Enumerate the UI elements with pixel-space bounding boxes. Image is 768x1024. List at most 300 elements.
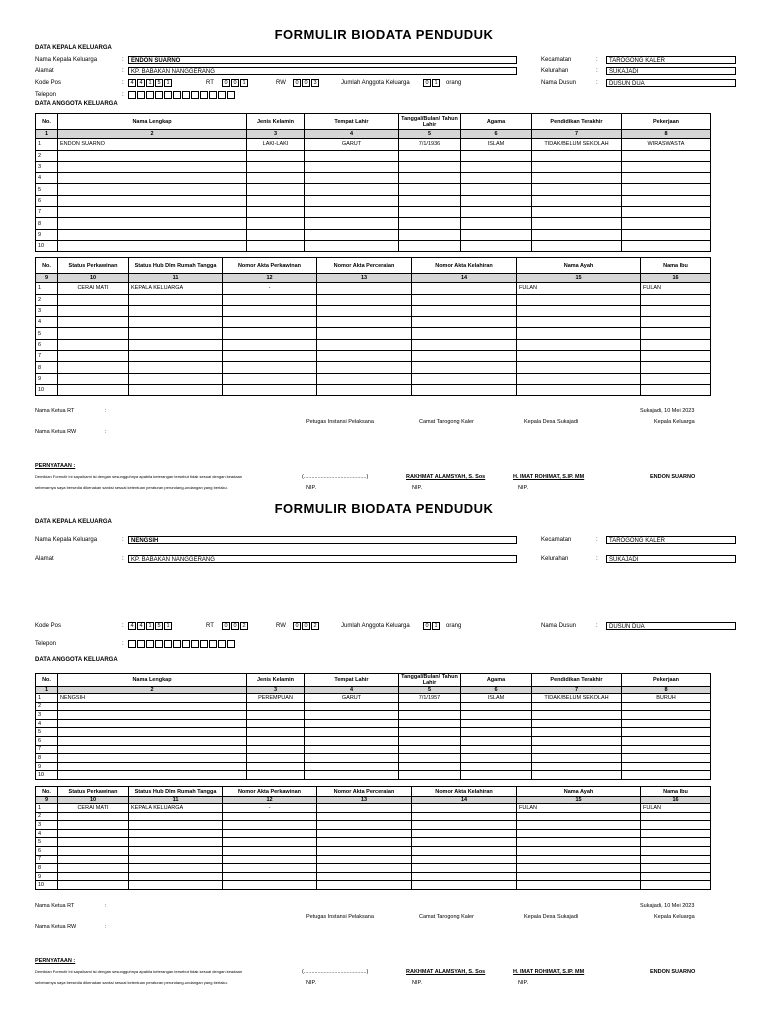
nama-kepala-keluarga-field[interactable]: ENDON SUARNO xyxy=(128,56,517,64)
table-cell[interactable] xyxy=(129,351,223,362)
table-cell[interactable] xyxy=(58,872,129,881)
table-cell[interactable] xyxy=(461,736,532,745)
table-cell[interactable] xyxy=(223,305,317,316)
table-cell[interactable] xyxy=(223,384,317,395)
table-cell[interactable]: KEPALA KELUARGA xyxy=(129,804,223,813)
table-cell[interactable] xyxy=(317,872,412,881)
table-cell[interactable] xyxy=(641,373,711,384)
table-cell[interactable] xyxy=(532,150,622,161)
table-cell[interactable] xyxy=(641,881,711,890)
table-cell[interactable] xyxy=(247,218,305,229)
telepon-digit[interactable] xyxy=(164,91,172,99)
table-cell[interactable] xyxy=(461,754,532,763)
table-cell[interactable] xyxy=(461,711,532,720)
table-cell[interactable] xyxy=(223,294,317,305)
table-cell[interactable] xyxy=(247,762,305,771)
telepon-digit[interactable] xyxy=(182,640,190,648)
telepon-digit[interactable] xyxy=(155,91,163,99)
table-cell[interactable] xyxy=(305,762,399,771)
kode-pos-digit[interactable]: 1 xyxy=(164,622,172,630)
table-cell[interactable]: LAKI-LAKI xyxy=(247,139,305,150)
table-cell[interactable] xyxy=(58,328,129,339)
table-cell[interactable] xyxy=(223,821,317,830)
table-cell[interactable] xyxy=(223,373,317,384)
table-cell[interactable] xyxy=(58,184,247,195)
kode-pos-digit[interactable]: 4 xyxy=(128,622,136,630)
jumlah-digit[interactable]: 0 xyxy=(423,622,431,630)
jumlah-anggota-boxes[interactable] xyxy=(423,622,441,630)
table-cell[interactable] xyxy=(461,150,532,161)
table-cell[interactable] xyxy=(58,821,129,830)
kecamatan-field[interactable]: TAROGONG KALER xyxy=(606,56,736,64)
table-cell[interactable] xyxy=(223,864,317,873)
table-cell[interactable] xyxy=(317,373,412,384)
table-cell[interactable] xyxy=(58,855,129,864)
table-cell[interactable] xyxy=(129,855,223,864)
table-cell[interactable] xyxy=(129,838,223,847)
table-cell[interactable] xyxy=(247,207,305,218)
table-cell[interactable] xyxy=(622,754,711,763)
table-cell[interactable] xyxy=(399,240,461,251)
kode-pos-digit[interactable]: 4 xyxy=(137,79,145,87)
table-cell[interactable]: FULAN xyxy=(641,804,711,813)
table-cell[interactable] xyxy=(517,373,641,384)
telepon-digit[interactable] xyxy=(227,640,235,648)
rt-boxes[interactable] xyxy=(222,622,249,630)
table-cell[interactable] xyxy=(317,804,412,813)
table-cell[interactable] xyxy=(223,351,317,362)
table-cell[interactable]: ISLAM xyxy=(461,694,532,703)
telepon-digit[interactable] xyxy=(218,640,226,648)
table-cell[interactable] xyxy=(412,821,517,830)
table-cell[interactable] xyxy=(223,846,317,855)
table-cell[interactable] xyxy=(58,881,129,890)
table-cell[interactable] xyxy=(223,838,317,847)
table-cell[interactable] xyxy=(399,736,461,745)
table-cell[interactable] xyxy=(622,762,711,771)
table-cell[interactable] xyxy=(129,812,223,821)
table-cell[interactable] xyxy=(247,736,305,745)
table-cell[interactable] xyxy=(412,864,517,873)
dusun-field[interactable]: DUSUN DUA xyxy=(606,622,736,630)
table-cell[interactable] xyxy=(622,719,711,728)
table-cell[interactable] xyxy=(461,195,532,206)
table-cell[interactable] xyxy=(412,384,517,395)
table-cell[interactable] xyxy=(532,207,622,218)
table-cell[interactable] xyxy=(412,328,517,339)
table-cell[interactable] xyxy=(641,812,711,821)
table-cell[interactable] xyxy=(461,240,532,251)
table-cell[interactable]: 7/1/1936 xyxy=(399,139,461,150)
table-cell[interactable] xyxy=(129,328,223,339)
telepon-digit[interactable] xyxy=(191,640,199,648)
table-cell[interactable] xyxy=(58,305,129,316)
table-cell[interactable] xyxy=(305,207,399,218)
table-cell[interactable] xyxy=(517,384,641,395)
table-cell[interactable] xyxy=(223,328,317,339)
table-cell[interactable] xyxy=(412,812,517,821)
table-cell[interactable] xyxy=(247,161,305,172)
rt-digit[interactable]: 0 xyxy=(231,622,239,630)
table-cell[interactable] xyxy=(317,812,412,821)
table-cell[interactable] xyxy=(517,821,641,830)
table-cell[interactable] xyxy=(461,771,532,780)
table-cell[interactable] xyxy=(247,728,305,737)
table-cell[interactable] xyxy=(305,184,399,195)
table-cell[interactable] xyxy=(622,207,711,218)
table-cell[interactable] xyxy=(412,317,517,328)
telepon-digit[interactable] xyxy=(137,640,145,648)
table-cell[interactable] xyxy=(223,362,317,373)
table-cell[interactable] xyxy=(622,240,711,251)
table-cell[interactable] xyxy=(641,294,711,305)
rt-boxes[interactable] xyxy=(222,79,249,87)
table-cell[interactable] xyxy=(517,846,641,855)
table-cell[interactable] xyxy=(223,881,317,890)
telepon-digit[interactable] xyxy=(182,91,190,99)
table-cell[interactable] xyxy=(129,384,223,395)
table-cell[interactable]: WIRASWASTA xyxy=(622,139,711,150)
table-cell[interactable] xyxy=(517,294,641,305)
kelurahan-field[interactable]: SUKAJADI xyxy=(606,67,736,75)
jumlah-digit[interactable]: 1 xyxy=(432,79,440,87)
rt-digit[interactable]: 0 xyxy=(222,79,230,87)
table-cell[interactable] xyxy=(317,881,412,890)
table-cell[interactable] xyxy=(517,339,641,350)
table-cell[interactable] xyxy=(412,829,517,838)
table-cell[interactable] xyxy=(247,711,305,720)
jumlah-digit[interactable]: 1 xyxy=(432,622,440,630)
jumlah-digit[interactable]: 0 xyxy=(423,79,431,87)
telepon-digit[interactable] xyxy=(137,91,145,99)
table-cell[interactable] xyxy=(223,317,317,328)
table-cell[interactable] xyxy=(305,702,399,711)
table-cell[interactable] xyxy=(129,829,223,838)
table-cell[interactable] xyxy=(412,846,517,855)
table-cell[interactable] xyxy=(317,283,412,294)
table-cell[interactable] xyxy=(58,829,129,838)
table-cell[interactable] xyxy=(461,719,532,728)
table-cell[interactable] xyxy=(58,373,129,384)
table-cell[interactable] xyxy=(317,305,412,316)
table-cell[interactable] xyxy=(399,711,461,720)
kecamatan-field[interactable]: TAROGONG KALER xyxy=(606,536,736,544)
table-cell[interactable] xyxy=(412,838,517,847)
table-cell[interactable] xyxy=(247,745,305,754)
table-cell[interactable] xyxy=(305,161,399,172)
table-cell[interactable] xyxy=(399,702,461,711)
table-cell[interactable] xyxy=(412,881,517,890)
table-cell[interactable] xyxy=(622,150,711,161)
table-cell[interactable] xyxy=(247,195,305,206)
table-cell[interactable] xyxy=(399,150,461,161)
table-cell[interactable] xyxy=(58,362,129,373)
table-cell[interactable]: FULAN xyxy=(517,283,641,294)
table-cell[interactable]: CERAI MATI xyxy=(58,804,129,813)
table-cell[interactable] xyxy=(641,855,711,864)
table-cell[interactable] xyxy=(317,351,412,362)
table-cell[interactable] xyxy=(247,173,305,184)
rw-digit[interactable]: 0 xyxy=(302,79,310,87)
table-cell[interactable] xyxy=(399,229,461,240)
telepon-digit[interactable] xyxy=(200,640,208,648)
table-cell[interactable] xyxy=(641,384,711,395)
table-cell[interactable] xyxy=(461,728,532,737)
table-cell[interactable]: KEPALA KELUARGA xyxy=(129,283,223,294)
table-cell[interactable] xyxy=(305,754,399,763)
table-cell[interactable] xyxy=(641,864,711,873)
table-cell[interactable] xyxy=(223,339,317,350)
table-cell[interactable] xyxy=(247,771,305,780)
kode-pos-digit[interactable]: 1 xyxy=(164,79,172,87)
table-cell[interactable] xyxy=(305,771,399,780)
telepon-boxes[interactable] xyxy=(128,91,236,99)
table-cell[interactable] xyxy=(317,339,412,350)
table-cell[interactable] xyxy=(532,702,622,711)
table-cell[interactable] xyxy=(641,872,711,881)
table-cell[interactable] xyxy=(532,736,622,745)
table-cell[interactable] xyxy=(641,317,711,328)
table-cell[interactable] xyxy=(317,384,412,395)
table-cell[interactable]: BURUH xyxy=(622,694,711,703)
table-cell[interactable] xyxy=(412,339,517,350)
table-cell[interactable] xyxy=(412,855,517,864)
table-cell[interactable] xyxy=(58,195,247,206)
telepon-digit[interactable] xyxy=(173,640,181,648)
table-cell[interactable] xyxy=(58,754,247,763)
table-cell[interactable] xyxy=(129,864,223,873)
kode-pos-digit[interactable]: 1 xyxy=(146,79,154,87)
telepon-digit[interactable] xyxy=(209,640,217,648)
table-cell[interactable] xyxy=(622,745,711,754)
table-cell[interactable] xyxy=(532,762,622,771)
table-cell[interactable]: 7/1/1957 xyxy=(399,694,461,703)
table-cell[interactable] xyxy=(517,305,641,316)
alamat-field[interactable]: KP. BABAKAN NANGGERANG xyxy=(128,67,517,75)
telepon-digit[interactable] xyxy=(191,91,199,99)
table-cell[interactable] xyxy=(641,351,711,362)
table-cell[interactable] xyxy=(129,881,223,890)
rt-digit[interactable]: 1 xyxy=(240,79,248,87)
table-cell[interactable] xyxy=(641,829,711,838)
jumlah-anggota-boxes[interactable] xyxy=(423,79,441,87)
table-cell[interactable] xyxy=(129,821,223,830)
table-cell[interactable]: - xyxy=(223,804,317,813)
table-cell[interactable] xyxy=(622,173,711,184)
table-cell[interactable] xyxy=(58,846,129,855)
table-cell[interactable] xyxy=(58,702,247,711)
rw-boxes[interactable] xyxy=(293,79,320,87)
kode-pos-digit[interactable]: 5 xyxy=(155,79,163,87)
table-cell[interactable] xyxy=(58,745,247,754)
table-cell[interactable] xyxy=(461,702,532,711)
table-cell[interactable] xyxy=(129,339,223,350)
table-cell[interactable] xyxy=(58,173,247,184)
telepon-digit[interactable] xyxy=(128,91,136,99)
telepon-digit[interactable] xyxy=(164,640,172,648)
table-cell[interactable] xyxy=(399,745,461,754)
kode-pos-digit[interactable]: 1 xyxy=(146,622,154,630)
alamat-field[interactable]: KP. BABAKAN NANGGERANG xyxy=(128,555,517,563)
table-cell[interactable] xyxy=(58,771,247,780)
table-cell[interactable] xyxy=(317,829,412,838)
table-cell[interactable] xyxy=(129,872,223,881)
table-cell[interactable] xyxy=(622,702,711,711)
nama-kepala-keluarga-field[interactable]: NENGSIH xyxy=(128,536,517,544)
table-cell[interactable] xyxy=(517,872,641,881)
table-cell[interactable] xyxy=(641,305,711,316)
table-cell[interactable] xyxy=(412,294,517,305)
table-cell[interactable] xyxy=(58,728,247,737)
table-cell[interactable]: TIDAK/BELUM SEKOLAH xyxy=(532,139,622,150)
table-cell[interactable] xyxy=(532,711,622,720)
table-cell[interactable] xyxy=(305,173,399,184)
table-cell[interactable] xyxy=(532,161,622,172)
table-cell[interactable] xyxy=(412,373,517,384)
table-cell[interactable] xyxy=(58,161,247,172)
table-cell[interactable] xyxy=(641,328,711,339)
table-cell[interactable] xyxy=(641,846,711,855)
table-cell[interactable] xyxy=(58,317,129,328)
table-cell[interactable] xyxy=(461,745,532,754)
table-cell[interactable] xyxy=(532,745,622,754)
table-cell[interactable] xyxy=(399,762,461,771)
telepon-digit[interactable] xyxy=(155,640,163,648)
table-cell[interactable] xyxy=(461,173,532,184)
telepon-boxes[interactable] xyxy=(128,640,236,648)
table-cell[interactable] xyxy=(461,161,532,172)
table-cell[interactable] xyxy=(517,328,641,339)
table-cell[interactable] xyxy=(223,812,317,821)
table-cell[interactable] xyxy=(641,339,711,350)
table-cell[interactable] xyxy=(532,218,622,229)
table-cell[interactable] xyxy=(58,240,247,251)
telepon-digit[interactable] xyxy=(146,91,154,99)
table-cell[interactable] xyxy=(58,719,247,728)
table-cell[interactable] xyxy=(58,762,247,771)
table-cell[interactable]: CERAI MATI xyxy=(58,283,129,294)
table-cell[interactable]: - xyxy=(223,283,317,294)
table-cell[interactable] xyxy=(641,821,711,830)
table-cell[interactable] xyxy=(641,838,711,847)
table-cell[interactable] xyxy=(305,745,399,754)
table-cell[interactable] xyxy=(399,771,461,780)
table-cell[interactable] xyxy=(317,317,412,328)
table-cell[interactable] xyxy=(532,184,622,195)
rt-digit[interactable]: 0 xyxy=(231,79,239,87)
table-cell[interactable] xyxy=(129,846,223,855)
table-cell[interactable] xyxy=(247,719,305,728)
table-cell[interactable] xyxy=(317,855,412,864)
table-cell[interactable] xyxy=(58,864,129,873)
table-cell[interactable] xyxy=(223,855,317,864)
table-cell[interactable] xyxy=(129,317,223,328)
table-cell[interactable] xyxy=(517,812,641,821)
rt-digit[interactable]: 2 xyxy=(240,622,248,630)
table-cell[interactable] xyxy=(517,881,641,890)
table-cell[interactable] xyxy=(399,719,461,728)
table-cell[interactable] xyxy=(399,173,461,184)
table-cell[interactable] xyxy=(247,702,305,711)
table-cell[interactable] xyxy=(317,362,412,373)
kelurahan-field[interactable]: SUKAJADI xyxy=(606,555,736,563)
table-cell[interactable] xyxy=(517,829,641,838)
table-cell[interactable] xyxy=(129,294,223,305)
table-cell[interactable] xyxy=(129,373,223,384)
table-cell[interactable]: GARUT xyxy=(305,694,399,703)
telepon-digit[interactable] xyxy=(200,91,208,99)
table-cell[interactable] xyxy=(412,305,517,316)
table-cell[interactable] xyxy=(129,305,223,316)
table-cell[interactable] xyxy=(461,207,532,218)
table-cell[interactable] xyxy=(305,150,399,161)
table-cell[interactable] xyxy=(532,240,622,251)
table-cell[interactable] xyxy=(317,838,412,847)
table-cell[interactable] xyxy=(412,283,517,294)
table-cell[interactable] xyxy=(399,754,461,763)
table-cell[interactable] xyxy=(517,362,641,373)
table-cell[interactable] xyxy=(517,317,641,328)
table-cell[interactable] xyxy=(58,351,129,362)
rw-digit[interactable]: 0 xyxy=(293,79,301,87)
table-cell[interactable] xyxy=(58,736,247,745)
table-cell[interactable] xyxy=(305,229,399,240)
table-cell[interactable] xyxy=(622,711,711,720)
table-cell[interactable] xyxy=(399,728,461,737)
table-cell[interactable] xyxy=(305,195,399,206)
table-cell[interactable] xyxy=(317,328,412,339)
table-cell[interactable] xyxy=(517,855,641,864)
table-cell[interactable] xyxy=(532,728,622,737)
table-cell[interactable] xyxy=(317,294,412,305)
kode-pos-digit[interactable]: 5 xyxy=(155,622,163,630)
telepon-digit[interactable] xyxy=(128,640,136,648)
table-cell[interactable] xyxy=(532,754,622,763)
table-cell[interactable] xyxy=(247,184,305,195)
table-cell[interactable] xyxy=(305,240,399,251)
table-cell[interactable] xyxy=(129,362,223,373)
table-cell[interactable] xyxy=(58,339,129,350)
telepon-digit[interactable] xyxy=(227,91,235,99)
table-cell[interactable]: NENGSIH xyxy=(58,694,247,703)
table-cell[interactable] xyxy=(58,838,129,847)
table-cell[interactable] xyxy=(58,218,247,229)
table-cell[interactable] xyxy=(461,229,532,240)
table-cell[interactable] xyxy=(399,218,461,229)
table-cell[interactable] xyxy=(58,207,247,218)
table-cell[interactable] xyxy=(305,736,399,745)
table-cell[interactable] xyxy=(58,711,247,720)
table-cell[interactable] xyxy=(622,728,711,737)
table-cell[interactable] xyxy=(622,161,711,172)
table-cell[interactable] xyxy=(223,872,317,881)
table-cell[interactable] xyxy=(532,173,622,184)
rw-digit[interactable]: 3 xyxy=(311,79,319,87)
telepon-digit[interactable] xyxy=(218,91,226,99)
table-cell[interactable] xyxy=(399,195,461,206)
table-cell[interactable] xyxy=(317,846,412,855)
table-cell[interactable]: PEREMPUAN xyxy=(247,694,305,703)
table-cell[interactable] xyxy=(412,872,517,881)
table-cell[interactable] xyxy=(412,804,517,813)
table-cell[interactable] xyxy=(305,728,399,737)
table-cell[interactable] xyxy=(247,240,305,251)
kode-pos-digit[interactable]: 4 xyxy=(137,622,145,630)
table-cell[interactable] xyxy=(517,351,641,362)
kode-pos-boxes[interactable] xyxy=(128,79,173,87)
table-cell[interactable] xyxy=(532,771,622,780)
table-cell[interactable] xyxy=(58,812,129,821)
